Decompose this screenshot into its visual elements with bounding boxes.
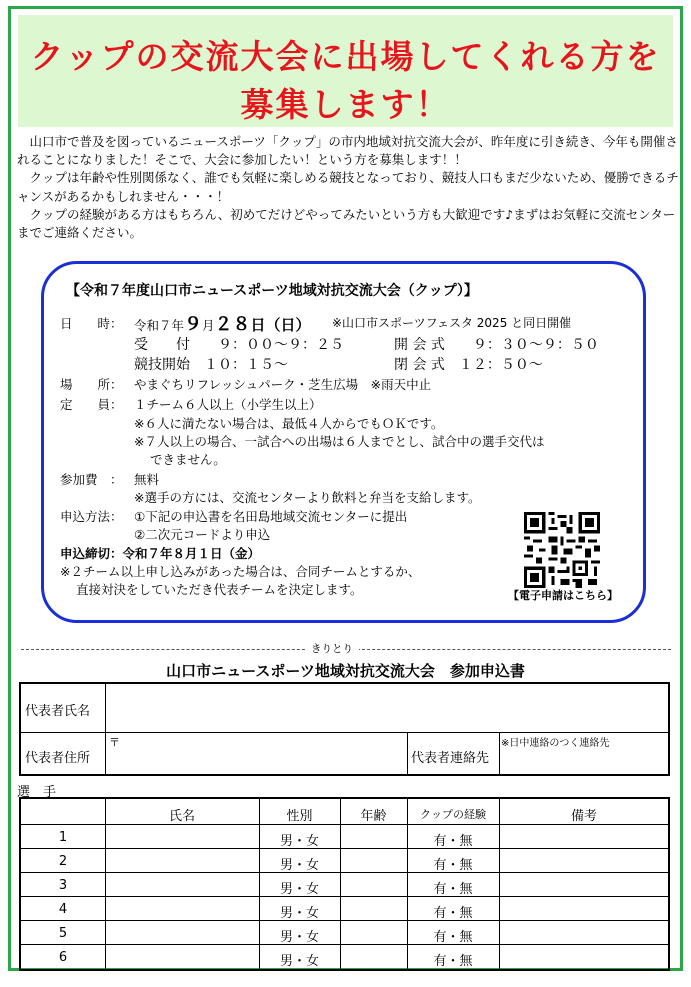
title-banner xyxy=(18,15,673,127)
gender-choice[interactable]: 男・女 xyxy=(279,882,319,897)
event-fee: 無料 xyxy=(134,472,160,487)
row-number: 5 xyxy=(58,926,68,941)
qr-caption: 【電子申請はこちら】 xyxy=(508,589,618,602)
event-heading: 【令和７年度山口市ニュースポーツ地域対抗交流大会（クップ）】 xyxy=(66,283,478,299)
capacity-note-1: ※６人に満たない場合は、最低４人からでもＯＫです。 xyxy=(134,416,444,431)
event-place: やまぐちリフレッシュパーク・芝生広場 ※雨天中止 xyxy=(134,377,432,392)
row-number: 6 xyxy=(58,950,68,965)
row-divider xyxy=(21,872,668,873)
header-gender: 性別 xyxy=(286,809,313,824)
fee-label: 参加費 ： xyxy=(60,472,123,487)
reception-time: 受 付 ９：００～９：２５ xyxy=(134,337,344,353)
start-time: 競技開始 １０：１５～ xyxy=(134,357,288,373)
rep-name-label: 代表者氏名 xyxy=(25,704,91,719)
row-number: 3 xyxy=(58,878,68,893)
row-divider xyxy=(21,944,668,945)
apply-method-1: ①下記の申込書を名田島地域交流センターに提出 xyxy=(134,509,408,524)
rep-contact-field[interactable] xyxy=(501,748,667,774)
form-title: 山口市ニュースポーツ地域対抗交流大会 参加申込書 xyxy=(166,662,525,680)
rep-address-label: 代表者住所 xyxy=(25,751,91,766)
apply-method-2: ②二次元コードより申込 xyxy=(134,527,271,542)
gender-choice[interactable]: 男・女 xyxy=(279,930,319,945)
apply-label: 申込方法： xyxy=(60,509,123,524)
capacity-note-2b: できません。 xyxy=(150,452,226,467)
fee-note: ※選手の方には、交流センターより飲料と弁当を支給します。 xyxy=(134,490,481,505)
gender-choice[interactable]: 男・女 xyxy=(279,906,319,921)
rep-contact-label: 代表者連絡先 xyxy=(411,751,490,766)
cut-label: きりとり xyxy=(305,641,359,656)
title-line-1: クップの交流大会に出場してくれる方を xyxy=(30,37,661,76)
date-note: ※山口市スポーツフェスタ 2025 と同日開催 xyxy=(332,316,572,330)
experience-choice[interactable]: 有・無 xyxy=(433,954,473,969)
postal-mark: 〒 xyxy=(109,736,120,749)
experience-choice[interactable]: 有・無 xyxy=(433,906,473,921)
title-line-2: 募集します！ xyxy=(240,85,451,124)
row-number: 2 xyxy=(58,854,68,869)
rep-name-field[interactable] xyxy=(107,684,667,731)
capacity-note-2: ※７人以上の場合、一試合への出場は６人までとし、試合中の選手交代は xyxy=(134,434,545,449)
experience-choice[interactable]: 有・無 xyxy=(433,858,473,873)
contact-note: ※日中連絡のつく連絡先 xyxy=(501,738,610,749)
date-label: 日 時： xyxy=(60,316,123,331)
experience-choice[interactable]: 有・無 xyxy=(433,930,473,945)
experience-choice[interactable]: 有・無 xyxy=(433,834,473,849)
col-divider xyxy=(499,732,500,776)
col-divider xyxy=(407,732,408,776)
players-label: 選 手 xyxy=(17,785,57,800)
row-divider xyxy=(21,920,668,921)
gender-choice[interactable]: 男・女 xyxy=(279,834,319,849)
row-divider xyxy=(21,824,668,825)
deadline: 申込締切：令和７年８月１日（金） xyxy=(60,546,261,561)
gender-choice[interactable]: 男・女 xyxy=(279,954,319,969)
place-label: 場 所： xyxy=(60,377,123,392)
capacity-label: 定 員： xyxy=(60,397,123,412)
header-experience: クップの経験 xyxy=(420,808,486,821)
flyer-page xyxy=(8,6,683,971)
event-info-box xyxy=(41,261,646,623)
gender-choice[interactable]: 男・女 xyxy=(279,858,319,873)
experience-choice[interactable]: 有・無 xyxy=(433,882,473,897)
representative-table xyxy=(19,682,670,776)
opening-time: 開 会 式 ９：３０～９：５０ xyxy=(394,337,599,353)
col-divider xyxy=(105,684,106,774)
team-note-1: ※２チーム以上申し込みがあった場合は、合同チームとするか、 xyxy=(60,564,421,579)
header-age: 年齢 xyxy=(360,809,387,824)
row-number: 4 xyxy=(58,902,68,917)
intro-paragraph: クップは年齢や性別関係なく、誰でも気軽に楽しめる競技となっており、競技人口もまだ少ないため、優勝できるチャンスがあるかもしれません・・・！ xyxy=(17,170,679,204)
row-divider xyxy=(21,732,668,733)
event-date: 令和７年９月２８日（日） xyxy=(134,314,311,335)
team-note-2: 直接対決をしていただき代表チームを決定します。 xyxy=(76,582,363,597)
players-table xyxy=(19,797,670,971)
intro-paragraph: 山口市で普及を図っているニュースポーツ「クップ」の市内地域対抗交流大会が、昨年度に引き続き、今年も開催されることになりました！そこで、大会に参加したい！という方を募集します！！ xyxy=(17,134,678,168)
row-divider xyxy=(21,848,668,849)
event-capacity: １チーム６人以上（小学生以上） xyxy=(134,397,322,412)
rep-address-field[interactable] xyxy=(121,734,405,774)
row-number: 1 xyxy=(58,830,68,845)
row-divider xyxy=(21,896,668,897)
header-name: 氏名 xyxy=(168,809,195,824)
intro-text xyxy=(17,133,679,242)
header-remarks: 備考 xyxy=(570,809,597,824)
closing-time: 閉 会 式 １２：５０～ xyxy=(394,357,543,373)
intro-paragraph: クップの経験がある方はもちろん、初めてだけどやってみたいという方も大歓迎です♪まずはお気軽に交流センターまでご連絡ください。 xyxy=(17,206,676,241)
qr-code-icon[interactable] xyxy=(524,512,600,588)
